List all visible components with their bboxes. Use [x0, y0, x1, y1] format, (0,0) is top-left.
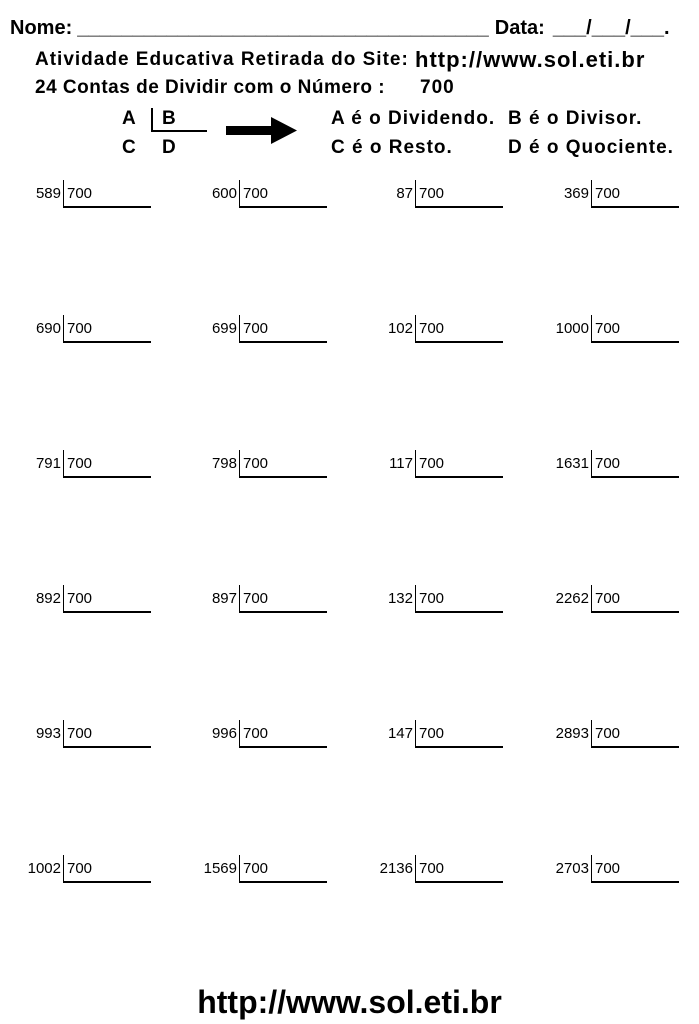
divisor: 700	[595, 455, 621, 472]
division-problem	[528, 855, 679, 883]
legend-bracket-horizontal	[151, 130, 207, 132]
legend-desc-quotient: D é o Quociente.	[508, 137, 674, 158]
source-label: Atividade Educativa Retirada do Site:	[35, 49, 409, 70]
divisor: 700	[67, 725, 93, 742]
divisor: 700	[419, 590, 445, 607]
division-bracket	[63, 180, 151, 208]
divisor: 700	[243, 455, 269, 472]
division-problem	[352, 315, 503, 343]
dividend: 892	[35, 590, 61, 607]
dividend: 2262	[555, 590, 589, 607]
dividend: 996	[211, 725, 237, 742]
legend-bracket-vertical	[151, 108, 153, 132]
division-bracket	[239, 315, 327, 343]
divisor: 700	[67, 860, 93, 877]
division-bracket	[239, 450, 327, 478]
divisor: 700	[595, 725, 621, 742]
dividend: 690	[35, 320, 61, 337]
division-problem	[352, 585, 503, 613]
divisor: 700	[67, 455, 93, 472]
dividend: 1000	[555, 320, 589, 337]
division-bracket	[591, 720, 679, 748]
dividend: 798	[211, 455, 237, 472]
division-problem	[176, 855, 327, 883]
divisor: 700	[243, 320, 269, 337]
division-problem	[176, 720, 327, 748]
division-problem	[0, 315, 151, 343]
division-problem	[528, 315, 679, 343]
division-problem	[0, 855, 151, 883]
divisor: 700	[419, 320, 445, 337]
division-bracket	[591, 450, 679, 478]
source-url: http://www.sol.eti.br	[415, 47, 646, 72]
arrow-right-icon	[226, 117, 297, 144]
division-bracket	[239, 855, 327, 883]
divisor: 700	[243, 725, 269, 742]
dividend: 1569	[203, 860, 237, 877]
division-bracket	[239, 585, 327, 613]
divisor: 700	[419, 185, 445, 202]
student-header-line	[10, 17, 670, 39]
division-problem	[0, 180, 151, 208]
dividend: 147	[387, 725, 413, 742]
division-problem	[0, 720, 151, 748]
date-label: Data:	[494, 17, 545, 39]
legend-letter-c: C	[122, 137, 137, 158]
division-bracket	[415, 855, 503, 883]
divisor: 700	[595, 320, 621, 337]
dividend: 369	[563, 185, 589, 202]
name-blank-line: _____________________________________	[77, 17, 489, 39]
division-problem	[352, 855, 503, 883]
division-problem	[528, 720, 679, 748]
name-label: Nome:	[10, 17, 73, 39]
division-problem	[352, 450, 503, 478]
divisor: 700	[67, 320, 93, 337]
division-bracket	[415, 720, 503, 748]
division-problem	[0, 450, 151, 478]
divisor: 700	[419, 860, 445, 877]
date-blank-line: ___/___/___.	[552, 17, 670, 39]
division-bracket	[63, 450, 151, 478]
division-bracket	[415, 180, 503, 208]
legend-desc-dividend: A é o Dividendo.	[331, 108, 496, 129]
division-bracket	[415, 585, 503, 613]
dividend: 897	[211, 590, 237, 607]
dividend: 2703	[555, 860, 589, 877]
divisor: 700	[595, 185, 621, 202]
division-problem	[528, 585, 679, 613]
division-problem	[0, 585, 151, 613]
division-problem	[176, 585, 327, 613]
dividend: 102	[387, 320, 413, 337]
division-bracket	[63, 855, 151, 883]
division-problem	[176, 450, 327, 478]
dividend: 791	[35, 455, 61, 472]
divisor: 700	[595, 860, 621, 877]
division-bracket	[63, 315, 151, 343]
division-bracket	[591, 585, 679, 613]
legend-desc-remainder: C é o Resto.	[331, 137, 453, 158]
divisor: 700	[419, 455, 445, 472]
division-bracket	[415, 315, 503, 343]
legend-letter-a: A	[122, 108, 137, 129]
divisor: 700	[243, 590, 269, 607]
dividend: 117	[389, 455, 413, 472]
division-problem	[528, 180, 679, 208]
legend-desc-divisor: B é o Divisor.	[508, 108, 643, 129]
division-bracket	[239, 180, 327, 208]
dividend: 993	[35, 725, 61, 742]
division-bracket	[63, 720, 151, 748]
dividend: 132	[387, 590, 413, 607]
dividend: 699	[211, 320, 237, 337]
division-problem	[352, 180, 503, 208]
legend-letter-b: B	[162, 108, 177, 129]
division-bracket	[415, 450, 503, 478]
legend-letter-d: D	[162, 137, 177, 158]
dividend: 1002	[27, 860, 61, 877]
dividend: 589	[35, 185, 61, 202]
divisor: 700	[67, 590, 93, 607]
division-problem	[176, 315, 327, 343]
division-bracket	[591, 180, 679, 208]
division-problem	[352, 720, 503, 748]
count-label: 24 Contas de Dividir com o Número :	[35, 77, 386, 98]
divisor: 700	[243, 860, 269, 877]
division-bracket	[63, 585, 151, 613]
division-problem	[176, 180, 327, 208]
division-problems-grid	[0, 180, 679, 883]
divisor: 700	[419, 725, 445, 742]
dividend: 1631	[555, 455, 589, 472]
count-number: 700	[420, 77, 455, 98]
divisor: 700	[243, 185, 269, 202]
dividend: 2136	[379, 860, 413, 877]
division-problem	[528, 450, 679, 478]
division-bracket	[591, 855, 679, 883]
divisor: 700	[67, 185, 93, 202]
divisor: 700	[595, 590, 621, 607]
division-bracket	[239, 720, 327, 748]
dividend: 2893	[555, 725, 589, 742]
footer-url: http://www.sol.eti.br	[197, 984, 502, 1020]
division-bracket	[591, 315, 679, 343]
dividend: 87	[396, 185, 413, 202]
dividend: 600	[211, 185, 237, 202]
